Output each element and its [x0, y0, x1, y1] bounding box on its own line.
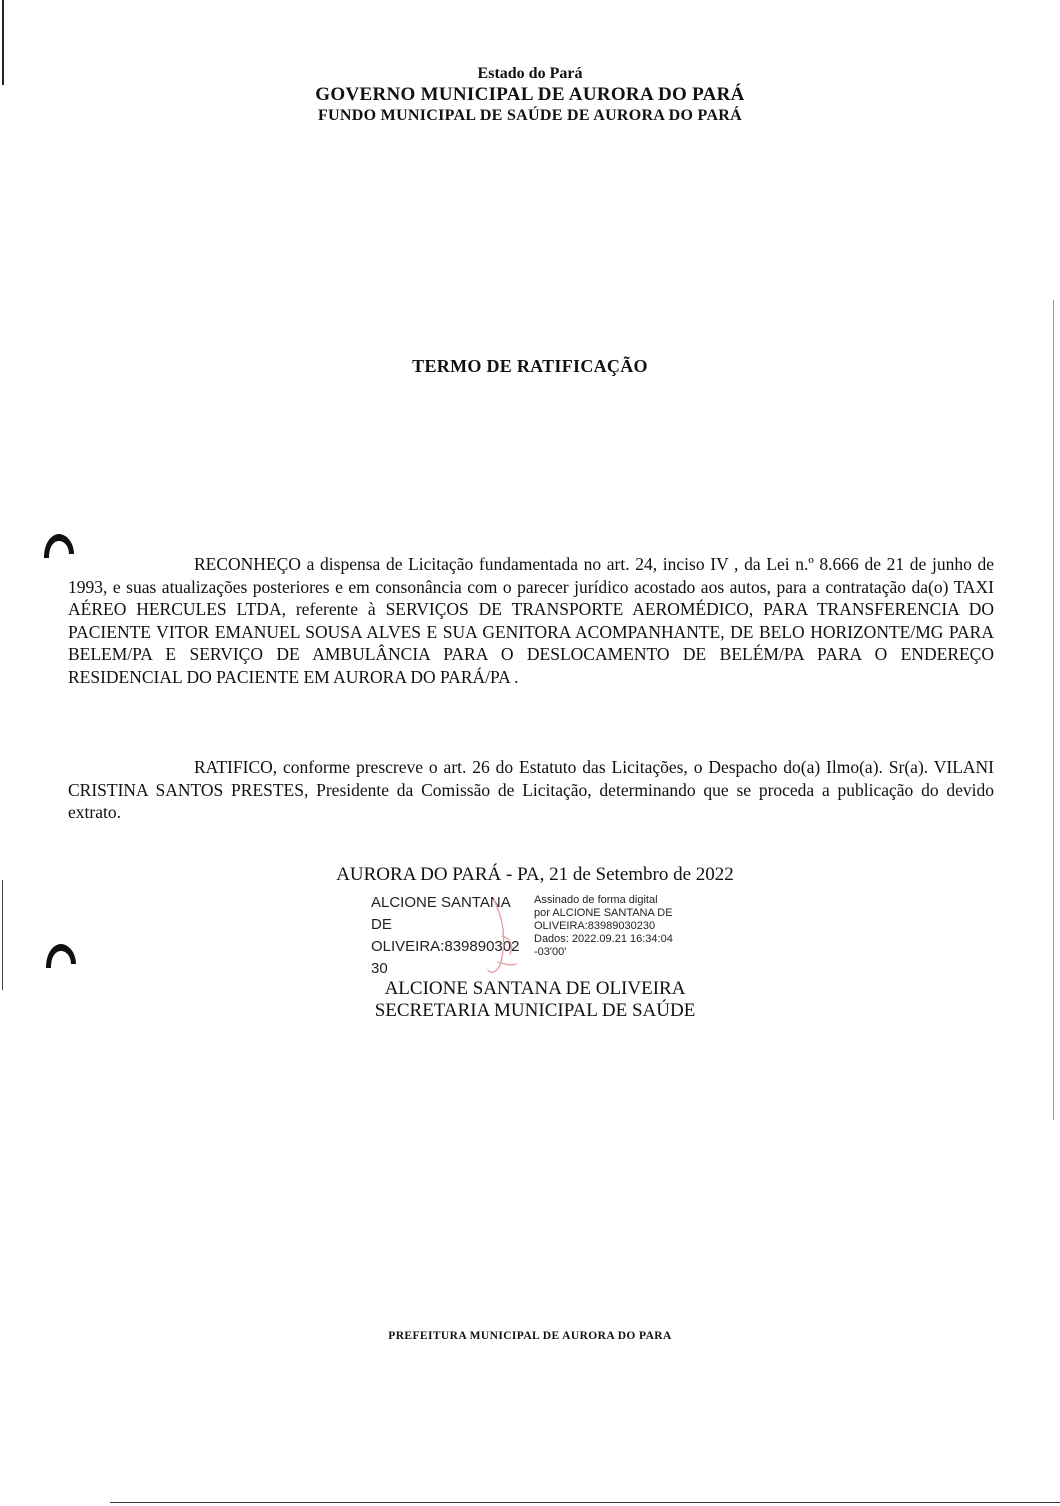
signature-info-line: por ALCIONE SANTANA DE [534, 907, 673, 919]
header-state: Estado do Pará [477, 65, 583, 82]
paragraph-recognition: RECONHEÇO a dispensa de Licitação fundamentada no art. 24, inciso IV , da Lei n.º 8.666 de 21 de junho de 1993, e suas atualizações posteriores e em consonância com o parecer jurídico acostado aos autos, para a contratação da(o) TAXI AÉREO HERCULES LTDA, referente à SERVIÇOS DE TRANSPORTE AEROMÉDICO, PARA TRANSFERENCIA DO PACIENTE VITOR EMANUEL SOUSA ALVES E SUA GENITORA ACOMPANHANTE, DE BELO HORIZONTE/MG PARA BELEM/PA E SERVIÇO DE AMBULÂNCIA PARA O DESLOCAMENTO DE BELÉM/PA PARA O ENDEREÇO RESIDENCIAL DO PACIENTE EM AURORA DO PARÁ/PA . [68, 554, 994, 687]
header-government: GOVERNO MUNICIPAL DE AURORA DO PARÁ [315, 84, 745, 105]
scan-edge-line [2, 880, 3, 990]
header-fund: FUNDO MUNICIPAL DE SAÚDE DE AURORA DO PARÁ [317, 107, 743, 124]
digital-signature-name-line: DE [371, 916, 392, 933]
place-date: AURORA DO PARÁ - PA, 21 de Setembro de 2022 [336, 864, 734, 885]
digital-signature-name-line: OLIVEIRA:839890302 [371, 938, 520, 955]
digital-signature-name-line: 30 [371, 960, 388, 977]
signer-block [0, 978, 1060, 1022]
signer-role: SECRETARIA MUNICIPAL DE SAÚDE [374, 1000, 696, 1021]
signature-info-line: -03'00' [534, 946, 567, 958]
signature-info-line: Dados: 2022.09.21 16:34:04 [534, 933, 673, 945]
paragraph-ratification: RATIFICO, conforme prescreve o art. 26 do Estatuto das Licitações, o Despacho do(a) Ilmo(a). Sr(a). VILANI CRISTINA SANTOS PRESTES, Presidente da Comissão de Licitação, determinando que se proceda a publicação do devido extrato. [68, 757, 994, 823]
digital-signature-info [534, 894, 734, 959]
scan-edge-line [110, 1502, 1060, 1503]
document-footer: PREFEITURA MUNICIPAL DE AURORA DO PARA [388, 1330, 672, 1342]
punch-hole-icon [44, 942, 78, 968]
signature-info-line: Assinado de forma digital [534, 894, 658, 906]
digital-signature-name-line: ALCIONE SANTANA [371, 894, 511, 911]
signature-mark-icon [480, 896, 540, 978]
signer-name: ALCIONE SANTANA DE OLIVEIRA [384, 978, 686, 999]
document-title: TERMO DE RATIFICAÇÃO [412, 356, 648, 376]
document-header [0, 64, 1060, 126]
signature-info-line: OLIVEIRA:83989030230 [534, 920, 656, 932]
